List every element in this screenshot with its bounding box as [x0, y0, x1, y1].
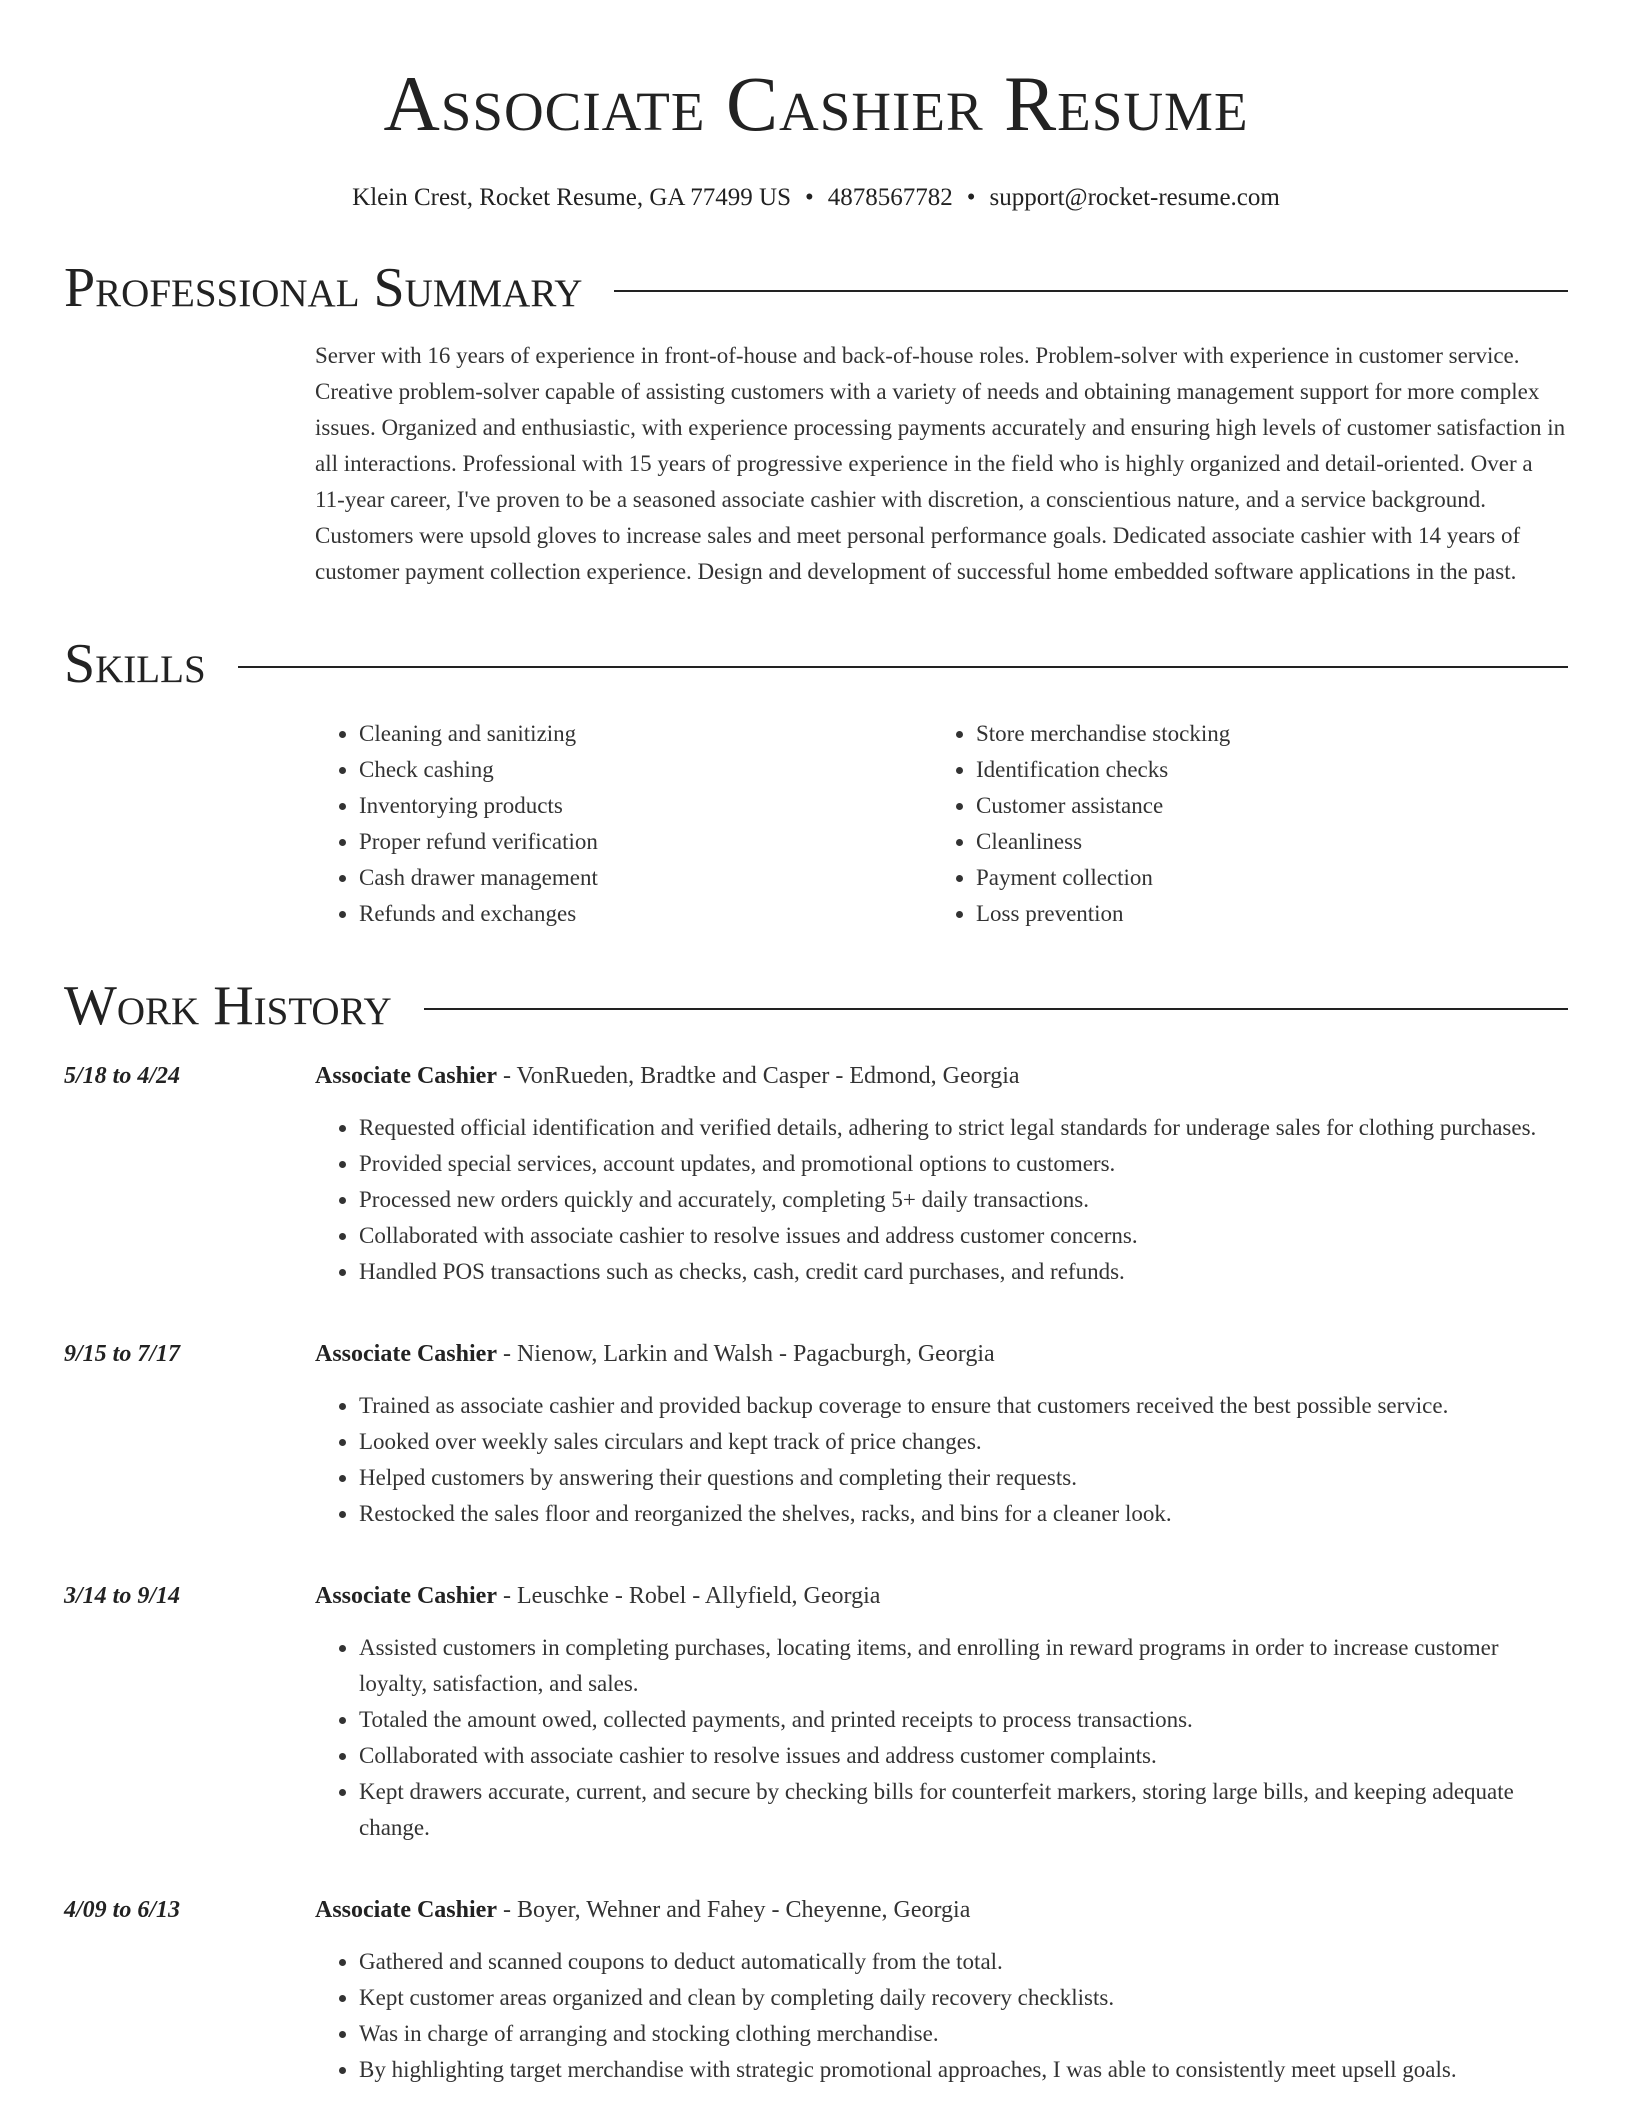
- job-dates: 5/18 to 4/24: [64, 1063, 181, 1089]
- contact-separator: •: [966, 184, 976, 211]
- job-employer-location: - Boyer, Wehner and Fahey - Cheyenne, Georgia: [496, 1897, 971, 1923]
- job-entry: [64, 1892, 1568, 2088]
- skills-heading: Skills: [64, 633, 206, 695]
- job-employer-location: - Leuschke - Robel - Allyfield, Georgia: [496, 1583, 881, 1609]
- job-bullet: • Kept customer areas organized and clean by completing daily recovery checklists.: [359, 1980, 1568, 2016]
- summary-section-header: [64, 258, 1568, 318]
- summary-heading: Professional Summary: [64, 257, 583, 319]
- job-heading: [315, 1892, 1568, 1928]
- skill-item: • Proper refund verification: [359, 824, 932, 860]
- job-entry: [64, 1578, 1568, 1846]
- job-bullet: • Processed new orders quickly and accurately, completing 5+ daily transactions.: [359, 1182, 1568, 1218]
- skill-item: • Payment collection: [976, 860, 1549, 896]
- job-bullet: • Kept drawers accurate, current, and secure by checking bills for counterfeit markers, storing large bills, and keeping adequate change.: [359, 1774, 1568, 1846]
- skills-list: [315, 716, 1568, 932]
- contact-email: support@rocket-resume.com: [989, 184, 1280, 211]
- job-dates: 3/14 to 9/14: [64, 1583, 181, 1609]
- job-bullets: [315, 1110, 1568, 1290]
- job-body: [315, 1336, 1568, 1532]
- job-body: [315, 1578, 1568, 1846]
- job-bullet: • Provided special services, account updates, and promotional options to customers.: [359, 1146, 1568, 1182]
- job-body: [315, 1058, 1568, 1290]
- contact-phone: 4878567782: [827, 184, 953, 211]
- summary-text: Server with 16 years of experience in front-of-house and back-of-house roles. Problem-solver with experience in customer service. Creative problem-solver capable of assisting customers with a variety of needs and obtaining management support for more complex issues. Organized and enthusiastic, with experience processing payments accurately and ensuring high levels of customer satisfaction in all interactions. Professional with 15 years of progressive experience in the field who is highly organized and detail-oriented. Over a 11-year career, I've proven to be a seasoned associate cashier with discretion, a conscientious nature, and a service background. Customers were upsold gloves to increase sales and meet personal performance goals. Dedicated associate cashier with 14 years of customer payment collection experience. Design and development of successful home embedded software applications in the past.: [315, 343, 1566, 584]
- skill-item: • Loss prevention: [976, 896, 1549, 932]
- work-section-header: [64, 976, 1568, 1036]
- skill-item: • Cleanliness: [976, 824, 1549, 860]
- contact-separator: •: [805, 184, 814, 211]
- job-bullets: [315, 1388, 1568, 1532]
- skill-item: • Identification checks: [976, 752, 1549, 788]
- job-role: Associate Cashier: [315, 1583, 497, 1609]
- job-bullet: • Trained as associate cashier and provided backup coverage to ensure that customers received the best possible service.: [359, 1388, 1568, 1424]
- work-heading: Work History: [64, 975, 392, 1037]
- work-history-list: [64, 1058, 1568, 2088]
- skill-item: • Check cashing: [359, 752, 932, 788]
- job-heading: [315, 1058, 1568, 1094]
- job-role: Associate Cashier: [315, 1063, 497, 1089]
- skill-item: • Customer assistance: [976, 788, 1549, 824]
- skill-item: • Refunds and exchanges: [359, 896, 932, 932]
- contact-line: [64, 182, 1568, 214]
- job-bullets: [315, 1944, 1568, 2088]
- job-bullet: • Was in charge of arranging and stocking clothing merchandise.: [359, 2016, 1568, 2052]
- job-bullet: • Totaled the amount owed, collected payments, and printed receipts to process transactions.: [359, 1702, 1568, 1738]
- skills-section-header: [64, 634, 1568, 694]
- job-bullet: • Gathered and scanned coupons to deduct automatically from the total.: [359, 1944, 1568, 1980]
- job-bullet: • Collaborated with associate cashier to resolve issues and address customer complaints.: [359, 1738, 1568, 1774]
- skills-column-left: [315, 716, 932, 932]
- job-bullet: • Assisted customers in completing purchases, locating items, and enrolling in reward programs in order to increase customer loyalty, satisfaction, and sales.: [359, 1630, 1568, 1702]
- job-role: Associate Cashier: [315, 1341, 497, 1367]
- skill-item: • Inventorying products: [359, 788, 932, 824]
- skills-column-right: [932, 716, 1549, 932]
- job-entry: [64, 1058, 1568, 1290]
- job-employer-location: - VonRueden, Bradtke and Casper - Edmond, Georgia: [496, 1063, 1020, 1089]
- job-heading: [315, 1578, 1568, 1614]
- job-body: [315, 1892, 1568, 2088]
- contact-address: Klein Crest, Rocket Resume, GA 77499 US: [352, 184, 792, 211]
- job-dates: 9/15 to 7/17: [64, 1341, 181, 1367]
- skill-item: • Store merchandise stocking: [976, 716, 1549, 752]
- job-dates: 4/09 to 6/13: [64, 1897, 181, 1923]
- section-divider: [238, 666, 1568, 668]
- job-bullets: [315, 1630, 1568, 1846]
- job-bullet: • Looked over weekly sales circulars and kept track of price changes.: [359, 1424, 1568, 1460]
- job-bullet: • Restocked the sales floor and reorganized the shelves, racks, and bins for a cleaner look.: [359, 1496, 1568, 1532]
- section-divider: [614, 290, 1568, 292]
- job-bullet: • Collaborated with associate cashier to resolve issues and address customer concerns.: [359, 1218, 1568, 1254]
- resume-title: Associate Cashier Resume: [383, 60, 1249, 147]
- job-bullet: • By highlighting target merchandise with strategic promotional approaches, I was able to consistently meet upsell goals.: [359, 2052, 1568, 2088]
- job-bullet: • Requested official identification and verified details, adhering to strict legal standards for underage sales for clothing purchases.: [359, 1110, 1568, 1146]
- job-entry: [64, 1336, 1568, 1532]
- section-divider: [424, 1008, 1568, 1010]
- job-bullet: • Helped customers by answering their questions and completing their requests.: [359, 1460, 1568, 1496]
- job-bullet: • Handled POS transactions such as checks, cash, credit card purchases, and refunds.: [359, 1254, 1568, 1290]
- job-employer-location: - Nienow, Larkin and Walsh - Pagacburgh, Georgia: [496, 1341, 995, 1367]
- job-role: Associate Cashier: [315, 1897, 497, 1923]
- skill-item: • Cleaning and sanitizing: [359, 716, 932, 752]
- job-heading: [315, 1336, 1568, 1372]
- skill-item: • Cash drawer management: [359, 860, 932, 896]
